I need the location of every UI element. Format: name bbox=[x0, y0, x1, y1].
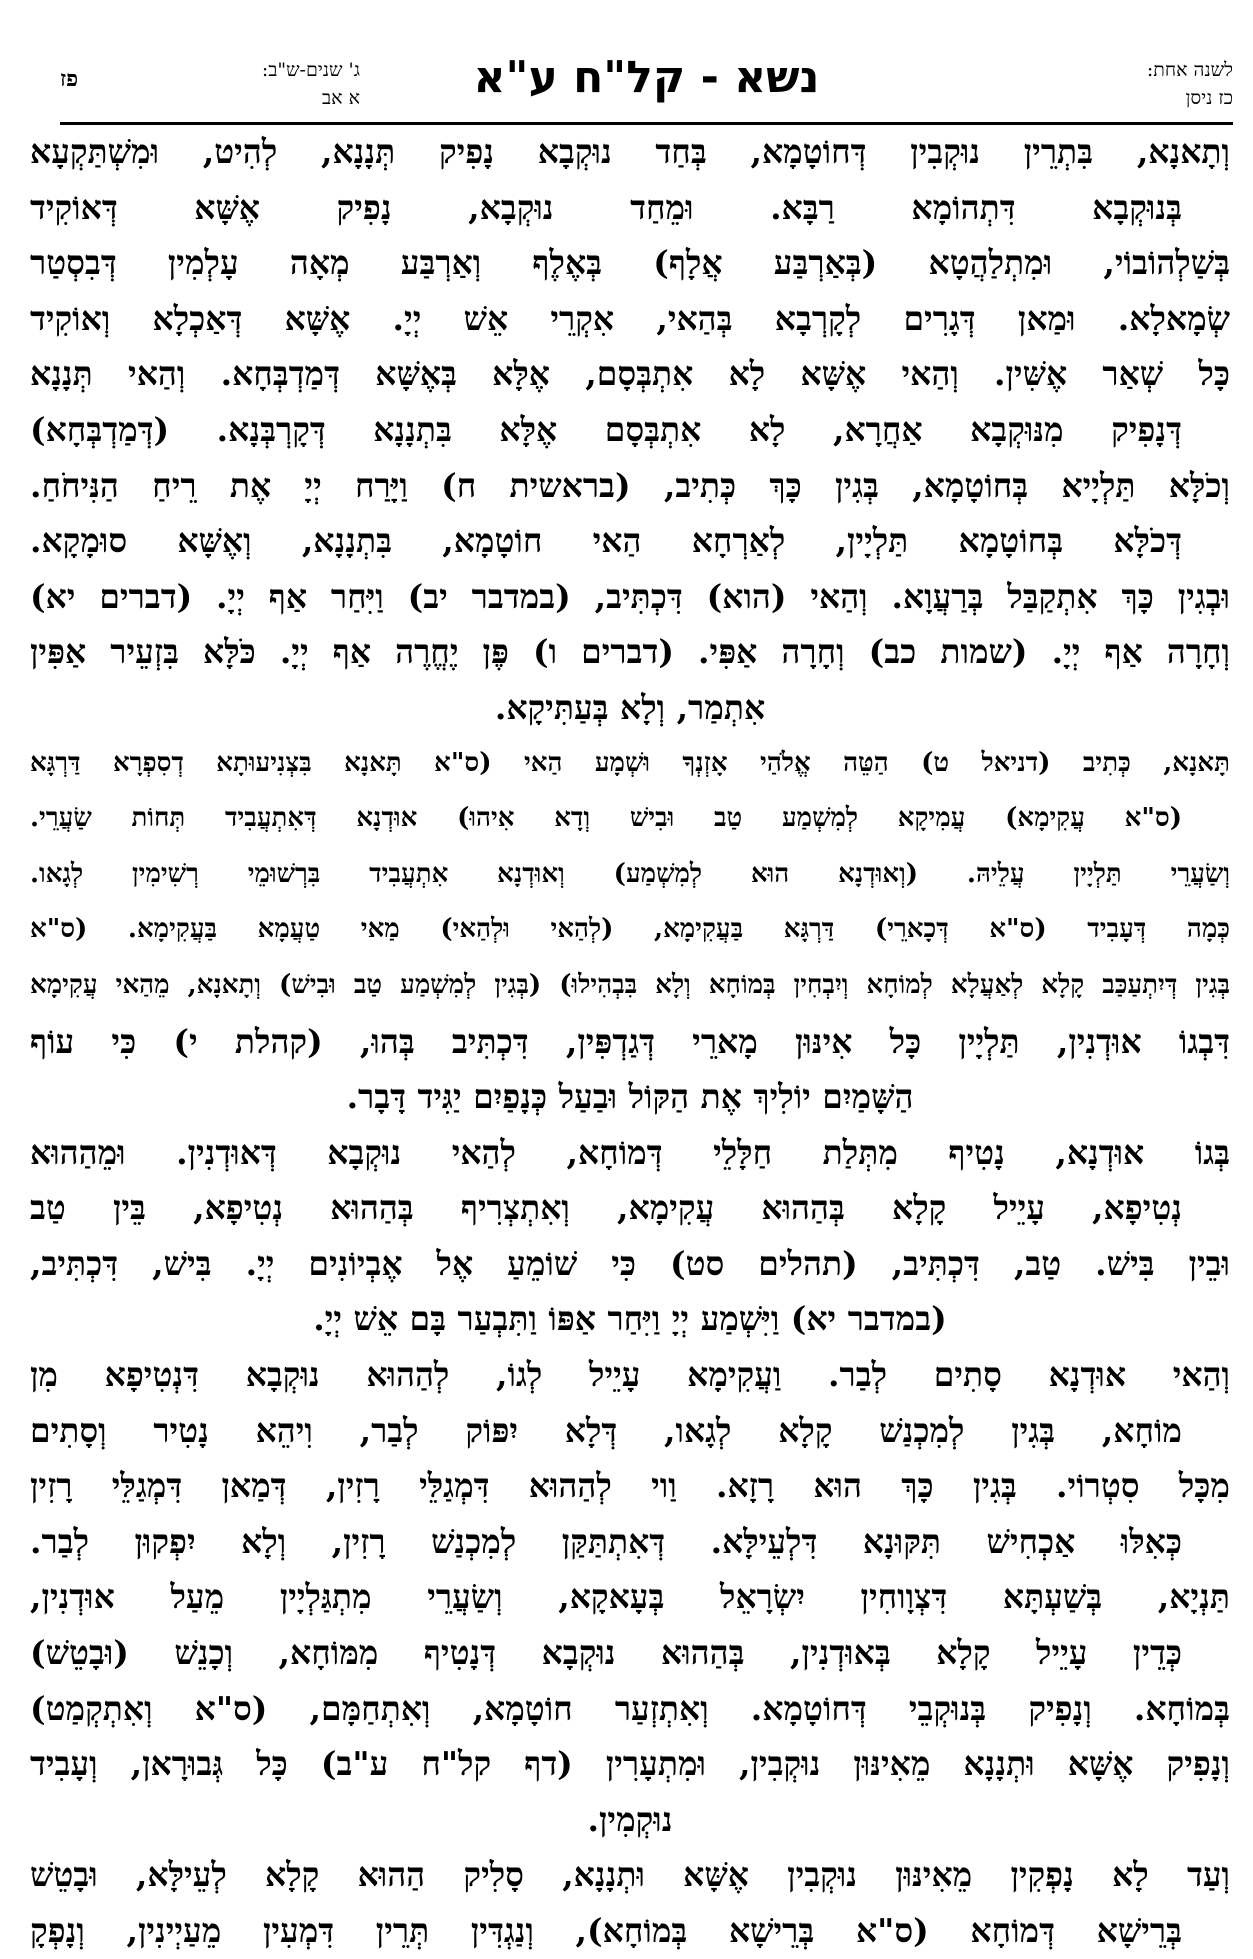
schedule-date-one-year: כז ניסן bbox=[1185, 87, 1233, 109]
text-line: בְּגִין דְּיִתְעַכַּב קָלָא לְאַעֲלָא לְמוֹחָא וְיִבְחִין בְּמוֹחָא וְלָא בִּבְהִילוּ) (בְּגִין לְמִשְׁמַע טַב וּבִישׁ) וְתָאנָא, מֵהַאי עֲקִימָא bbox=[30, 969, 1230, 1000]
text-line: בְּשַׁלְהוֹבוֹי, וּמִתְלַהֲטָא (בְּאַרְבַּע אֲלָף) בְּאֶלֶף וְאַרְבַּע מְאָה עָלְמִין דְּבִסְטַר bbox=[30, 243, 1230, 283]
text-line: בְּמוֹחָא. וְנָפִיק בְּנוּקְבֵי דְּחוֹטָמָא. וְאִתְזְעַר חוֹטָמָא, וְאִתְחַמָּם, (ס"א וְאִתְקְמַט) bbox=[30, 1688, 1230, 1728]
text-line: וְהַאי אוּדְנָא סָתִים לְבַר. וַעֲקִימָא עָיֵיל לְגוֹ, לְהַהוּא נוּקְבָא דִּנְטִיפָא מִן bbox=[30, 1355, 1230, 1395]
text-line: וְתָאנָא, בִּתְרֵין נוּקְבִין דְּחוֹטָמָא, בְּחַד נוּקְבָא נָפִיק תְּנָנָא, לְהִיט, וּמִשְׁתַּקְעָא bbox=[30, 132, 1230, 171]
text-line: דְּכֹלָּא בְּחוֹטָמָא תַּלְיָין, לְאַרְחָא הַאי חוֹטָמָא, בִּתְנָנָא, וְאֶשָּׁא סוּמָקָא. bbox=[30, 521, 1182, 561]
text-line: כְּאִלּוּ אַכְחִישׁ תִּקּוּנָא דִּלְעֵילָּא. דְּאִתְתַּקַּן לְמִכְנַשׁ רָזִין, וְלָא יִפְקוּן לְבַר. bbox=[30, 1521, 1182, 1561]
text-line: כְּדֵין עָיֵיל קָלָא בְּאוּדְנִין, בְּהַהוּא נוּקְבָא דְּנָטִיף מִמּוֹחָא, וְכָנֵשׁ (וּבָטֵשׁ) bbox=[30, 1633, 1182, 1673]
text-line: (ס"א עֲקִימָא) עֲמִיקָא לְמִשְׁמַע טַב וּבִישׁ וְדָא אִיהוּ) אוּדְנָא דְּאִתְעֲבִיד תְּחוֹת שַׂעֲרֵי. bbox=[30, 803, 1182, 834]
text-line: דִּבְגוֹ אוּדְנִין, תַּלְיָין כָּל אִינּוּן מָארֵי דְּגַדְפִּין, דִּכְתִּיב בְּהוּ, (קהלת י) כִּי עוֹף bbox=[30, 1021, 1230, 1061]
text-line: כְּמָה דְּעָבִיד (ס"א דְּכָארֵי) דַּרְגָּא בַּעֲקִימָא, (לְהַאי וּלְהַאי) מַאי טַעֲמָא בַּעֲקִימָא. (ס"א bbox=[30, 914, 1230, 945]
text-line: שְׂמָאלָא. וּמַאן דְּגָרִים לְקָרְבָא בְּהַאי, אִקְרֵי אֵשׁ יְיָ. אֶשָּׁא דְּאַכְלָא וְאוֹקִיד bbox=[30, 298, 1230, 338]
text-line: מוֹחָא, בְּגִין לְמִכְנַשׁ קָלָא לְגָאו, דְּלָא יִפּוֹק לְבַר, וִיהֵא נָטִיר וְסָתִים bbox=[30, 1410, 1182, 1450]
text-line: וּבֵין בִּישׁ. טַב, דִּכְתִּיב, (תהלים סט) כִּי שׁוֹמֵעַ אֶל אֶבְיוֹנִים יְיָ. בִּישׁ, דִּכְתִּיב, bbox=[30, 1243, 1230, 1283]
text-line: בְּרֵישָׁא דְּמוֹחָא (ס"א בְּרֵישָׁא בְּמוֹחָא), וְנַגְדִּין תְּרֵין דִּמְעִין מֵעַיְינִין, וְנָפְקָ bbox=[30, 1911, 1182, 1950]
daily-study-schedule-three-years bbox=[120, 56, 360, 112]
text-line: אִתְמַר, וְלָא בְּעַתִּיקָא. bbox=[494, 687, 766, 727]
text-line: (במדבר יא) וַיִּשְׁמַע יְיָ וַיִּחַר אַפּוֹ וַתִּבְעַר בָּם אֵשׁ יְיָ. bbox=[313, 1299, 947, 1339]
schedule-label-three-years: ג' שנים-ש"ב: bbox=[261, 59, 360, 81]
text-line: מִכָּל סִטְרוֹי. בְּגִין כָּךְ הוּא רָזָא. וַוי לְהַהוּא דִּמְגַלֵּי רָזִין, דְּמַאן דִּמְגַלֵּי רָזִין bbox=[30, 1466, 1230, 1506]
text-line: בְּנוּקְבָא דִּתְהוֹמָא רַבָּא. וּמֵחַד נוּקְבָא, נָפִיק אֶשָּׁא דְּאוֹקִיד bbox=[30, 187, 1182, 227]
text-line: בְּגוֹ אוּדְנָא, נָטִיף מִתְּלַת חַלָּלֵי דְּמוֹחָא, לְהַאי נוּקְבָא דְּאוּדְנִין. וּמֵהַהוּא bbox=[30, 1132, 1230, 1172]
text-line: וְחָרָה אַף יְיָ. (שמות כב) וְחָרָה אַפִּי. (דברים ו) פֶּן יֶחֱרֶה אַף יְיָ. כֹּלָּא בִּזְעֵיר אַפִּין bbox=[30, 632, 1230, 672]
text-line: תָּאנָא, כְּתִיב (דניאל ט) הַטֵּה אֱלֹהַי אָזְנְךָ וּשְׁמָע הַאי (ס"א תָּאנָא בִּצְנִיעוּתָא דְסִפְרָא דַּרְגָּא bbox=[30, 747, 1230, 778]
text-line: וְשַׂעֲרֵי תַּלְיָין עֲלֵיהּ. (וְאוּדְנָא הוּא לְמִשְׁמַע) וְאוּדְנָא אִתְעֲבִיד בִּרְשׁוּמֵי רְשִׁימִין לְגָאו. bbox=[30, 858, 1230, 889]
schedule-label-one-year: לשנה אחת: bbox=[1146, 59, 1233, 81]
text-line: נְטִיפָא, עָיֵיל קָלָא בְּהַהוּא עֲקִימָא, וְאִתְצְרִיף בְּהַהוּא נְטִיפָא, בֵּין טַב bbox=[30, 1188, 1182, 1228]
main-text-column bbox=[30, 124, 1230, 1959]
text-line: וְעַד לָא נָפְקִין מֵאִינּוּן נוּקְבִין אֶשָּׁא וּתְנָנָא, סָלִיק הַהוּא קָלָא לְעֵילָּא, וּבָטֵשׁ bbox=[30, 1855, 1230, 1895]
page-number: פז bbox=[60, 66, 79, 92]
page-title: נשא - קל"ח ע"א bbox=[473, 52, 820, 103]
text-line: וְנָפִיק אֶשָּׁא וּתְנָנָא מֵאִינּוּן נוּקְבִין, וּמִתְעָרִין (דף קל"ח ע"ב) כָּל גְּבוּרָאן, וְעָבִיד bbox=[30, 1744, 1230, 1784]
schedule-date-three-years: א אב bbox=[322, 87, 360, 109]
text-line: וּבְגִין כָּךְ אִתְקַבַּל בְּרַעֲוָא. וְהַאי (הוא) דִּכְתִּיב, (במדבר יב) וַיִּחַר אַף יְיָ. (דברים יא) bbox=[30, 576, 1230, 616]
text-line: כָּל שְׁאַר אֶשִּׁין. וְהַאי אֶשָּׁא לָא אִתְבְּסָם, אֶלָּא בְּאֶשָּׁא דְּמַדְבְּחָא. וְהַאי תְּנָנָא bbox=[30, 354, 1230, 394]
text-line: וְכֹלָּא תַּלְיָיא בְּחוֹטָמָא, בְּגִין כָּךְ כְּתִיב, (בראשית ח) וַיָּרַח יְיָ אֶת רֵיחַ הַנִּיחֹחַ. bbox=[30, 465, 1230, 505]
text-line: נוּקְמִין. bbox=[587, 1799, 673, 1839]
page-header bbox=[60, 44, 1233, 125]
text-line: תַּנְיָא, בְּשַׁעְתָּא דִּצְוָוחִין יִשְׂרָאֵל בְּעָאקָא, וְשַׂעֲרֵי מִתְגַּלְיָין מֵעַל אוּדְנִין, bbox=[30, 1577, 1230, 1617]
text-line: דְּנָפִיק מִנּוּקְבָא אַחֲרָא, לָא אִתְבְּסָם אֶלָּא בִּתְנָנָא דְּקָרְבְּנָא. (דְּמַדְבְּחָא) bbox=[30, 409, 1182, 449]
text-line: הַשָּׁמַיִם יוֹלִיךְ אֶת הַקּוֹל וּבַעַל כְּנָפַיִם יַגִּיד דָּבָר. bbox=[346, 1077, 914, 1117]
